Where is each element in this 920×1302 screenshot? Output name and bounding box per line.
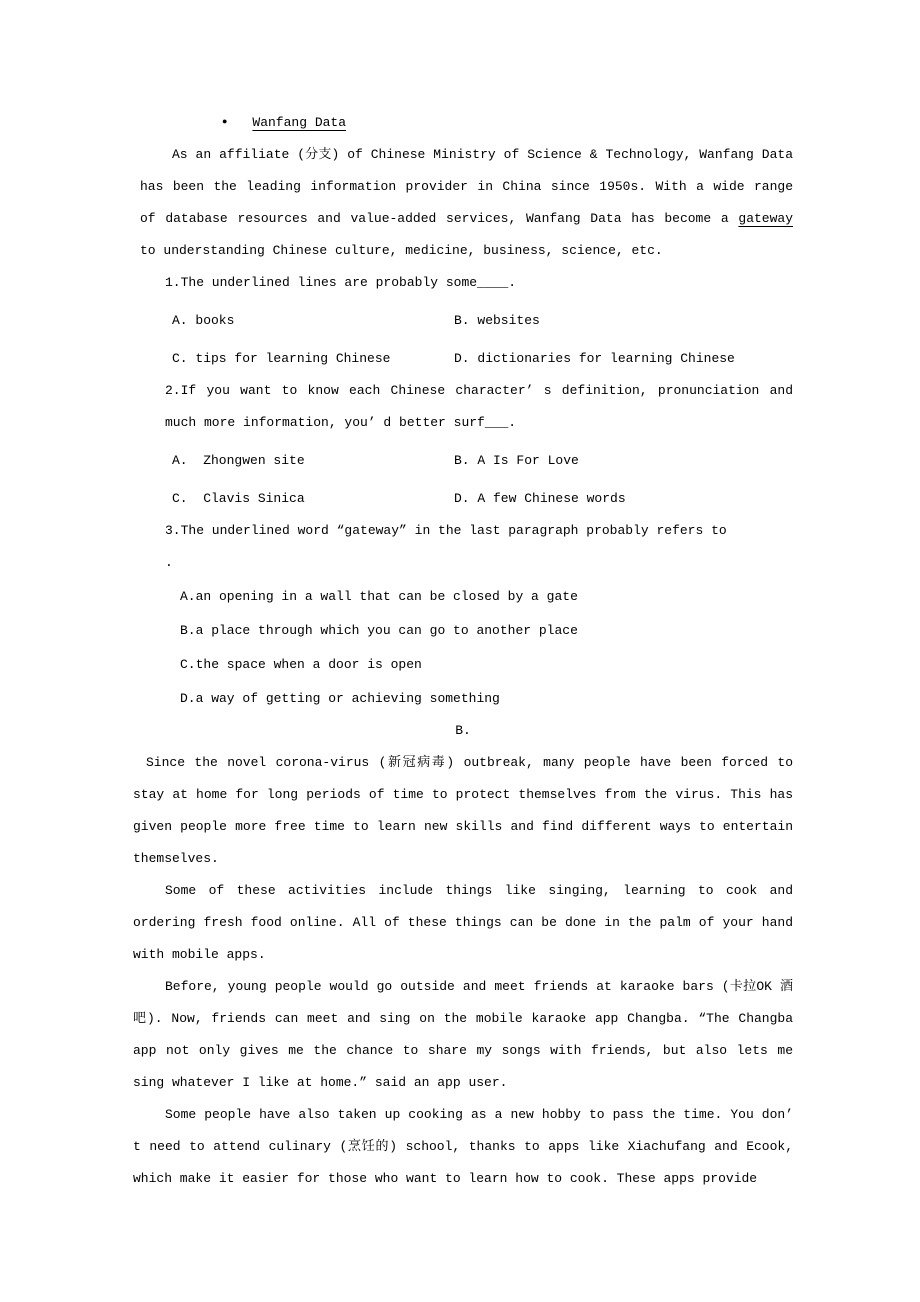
bullet-icon: ● bbox=[222, 117, 228, 127]
question-text bbox=[165, 375, 793, 439]
question-text-content: 1.The underlined lines are probably some____. bbox=[165, 275, 517, 290]
question-text bbox=[165, 547, 793, 579]
option-line bbox=[180, 649, 793, 681]
question-text-content: . bbox=[165, 555, 173, 570]
paragraph-text: Some people have also taken up cooking as a new hobby to pass the time. You don’ t need to attend culinary (烹饪的) school, thanks to apps like Xiachufang and Ecook, which make it easier for those who want to learn how to cook. These apps provide bbox=[133, 1107, 793, 1186]
paragraph-text: As an affiliate (分支) of Chinese Ministry of Science & Technology, Wanfang Data has been the leading information provider in China since 1950s. With a wide range of database resources and value-added services, Wanfang Data has become a bbox=[140, 147, 793, 226]
question-text bbox=[165, 267, 793, 299]
reading-paragraph bbox=[133, 1099, 793, 1195]
option-a: A. books bbox=[172, 313, 235, 328]
option-line bbox=[180, 581, 793, 613]
section-label: B. bbox=[455, 723, 471, 738]
bulleted-heading bbox=[222, 106, 793, 139]
option-b: D. dictionaries for learning Chinese bbox=[454, 351, 735, 366]
option-b: D. A few Chinese words bbox=[454, 491, 626, 506]
section-heading bbox=[133, 715, 793, 747]
paragraph-text: Before, young people would go outside and meet friends at karaoke bars (卡拉OK 酒吧). Now, friends can meet and sing on the mobile karaoke app Changba. “The Changba app not only gives me the chance to share my songs with friends, but also lets me sing whatever I like at home.” said an app user. bbox=[133, 979, 793, 1090]
question-text bbox=[165, 515, 793, 547]
option-row bbox=[172, 305, 793, 337]
option-row bbox=[172, 445, 793, 477]
question-text-content: 3.The underlined word “gateway” in the last paragraph probably refers to bbox=[165, 523, 727, 538]
option-text: B.a place through which you can go to another place bbox=[180, 623, 578, 638]
paragraph-text: Since the novel corona-virus (新冠病毒) outbreak, many people have been forced to stay at home for long periods of time to protect themselves from the virus. This has given people more free time to learn new skills and find different ways to entertain themselves. bbox=[133, 755, 793, 866]
option-text: A.an opening in a wall that can be closed by a gate bbox=[180, 589, 578, 604]
option-row bbox=[172, 483, 793, 515]
option-b: B. A Is For Love bbox=[454, 453, 579, 468]
option-line bbox=[180, 683, 793, 715]
option-row bbox=[172, 343, 793, 375]
option-line bbox=[180, 615, 793, 647]
bullet-heading-text: Wanfang Data bbox=[252, 115, 347, 130]
paragraph-text: Some of these activities include things like singing, learning to cook and ordering fresh food online. All of these things can be done in the palm of your hand with mobile apps. bbox=[133, 883, 793, 962]
paragraph-text: to understanding Chinese culture, medicine, business, science, etc. bbox=[140, 243, 663, 258]
option-a: C. Clavis Sinica bbox=[172, 491, 305, 506]
underlined-word: gateway bbox=[738, 211, 793, 226]
reading-paragraph bbox=[133, 747, 793, 875]
option-text: D.a way of getting or achieving something bbox=[180, 691, 500, 706]
reading-paragraph bbox=[133, 971, 793, 1099]
option-a: C. tips for learning Chinese bbox=[172, 351, 391, 366]
reading-paragraph bbox=[133, 875, 793, 971]
option-b: B. websites bbox=[454, 313, 540, 328]
option-text: C.the space when a door is open bbox=[180, 657, 422, 672]
question-text-content: 2.If you want to know each Chinese character’ s definition, pronunciation and much more information, you’ d better surf___. bbox=[165, 383, 793, 430]
option-a: A. Zhongwen site bbox=[172, 453, 305, 468]
reading-paragraph bbox=[140, 139, 793, 267]
